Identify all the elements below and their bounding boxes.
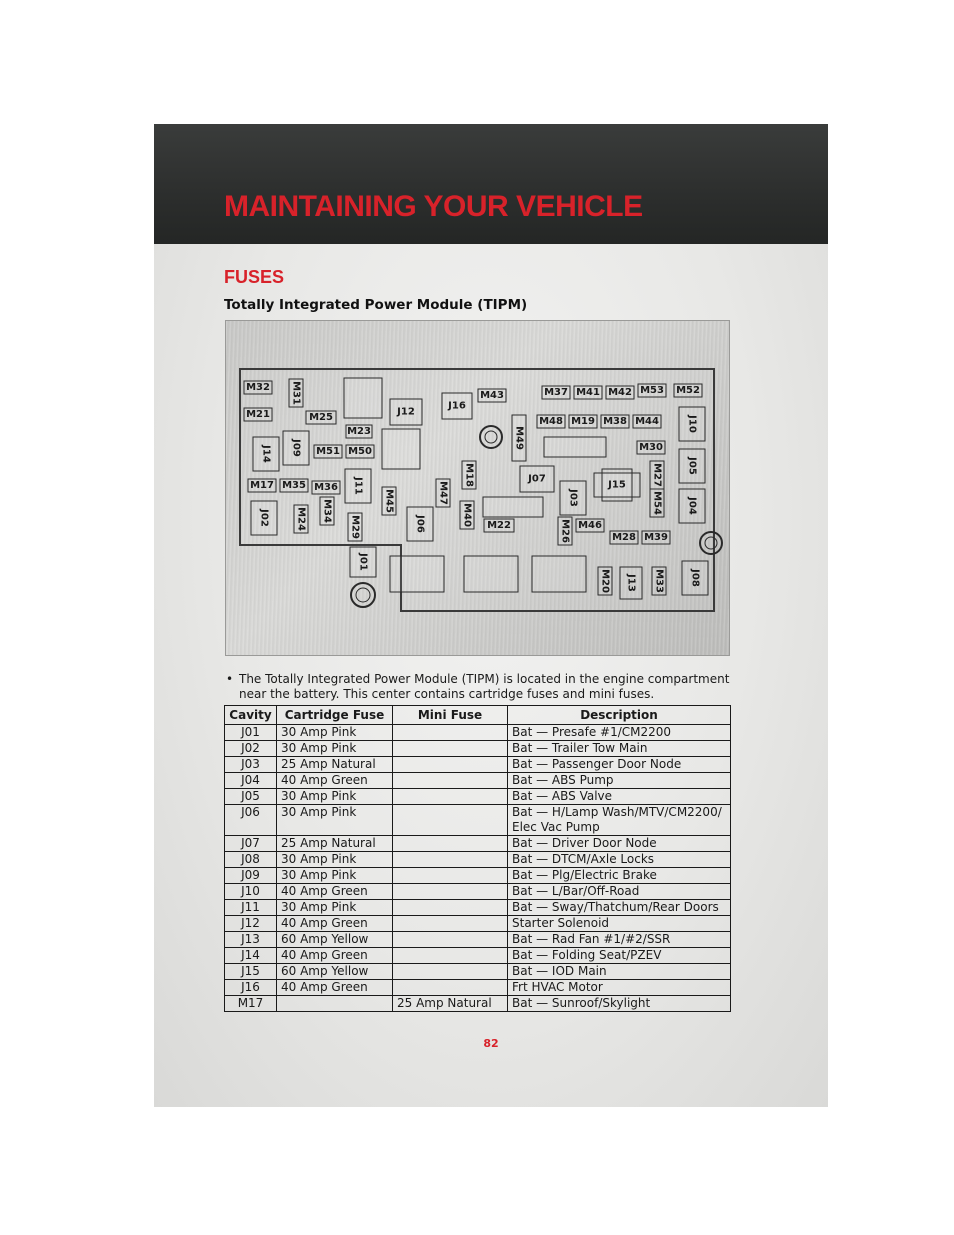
cartridge-fuse-cell: 30 Amp Pink [277, 852, 393, 868]
fuse-label: M44 [635, 416, 659, 427]
fuse-label: M18 [463, 463, 475, 487]
description-cell: Bat — Passenger Door Node [508, 757, 731, 773]
table-row [225, 996, 731, 1012]
fuse-label: M25 [309, 412, 333, 423]
mount-hole [351, 583, 375, 607]
fuse-label: J05 [686, 457, 698, 475]
fuse-label: M51 [316, 446, 340, 457]
description-cell: Bat — Sway/Thatchum/Rear Doors [508, 900, 731, 916]
manual-page [154, 124, 828, 1107]
fuse-label: J04 [686, 497, 698, 515]
section-title: FUSES [224, 267, 285, 287]
fuse-label: M50 [348, 446, 372, 457]
description-cell: Bat — ABS Pump [508, 773, 731, 789]
cartridge-fuse-cell: 40 Amp Green [277, 980, 393, 996]
description-cell: Bat — Presafe #1/CM2200 [508, 725, 731, 741]
cartridge-fuse-cell: 25 Amp Natural [277, 757, 393, 773]
description-cell: Bat — Plg/Electric Brake [508, 868, 731, 884]
table-row [225, 725, 731, 741]
relay-block [532, 556, 586, 592]
fuse-label: M41 [576, 387, 600, 398]
fuse-label: M47 [437, 481, 449, 505]
cartridge-fuse-cell: 25 Amp Natural [277, 836, 393, 852]
table-row [225, 836, 731, 852]
table-row [225, 852, 731, 868]
tipm-diagram-svg [226, 321, 729, 655]
relay-block [483, 497, 543, 517]
chapter-title: MAINTAINING YOUR VEHICLE [224, 190, 643, 223]
cartridge-fuse-cell: 30 Amp Pink [277, 789, 393, 805]
fuse-label: J08 [689, 569, 701, 587]
fuse-label: M39 [644, 532, 668, 543]
fuse-label: J10 [686, 415, 698, 433]
description-cell: Bat — ABS Valve [508, 789, 731, 805]
cartridge-fuse-cell: 30 Amp Pink [277, 868, 393, 884]
cartridge-fuse-cell: 40 Amp Green [277, 916, 393, 932]
cartridge-fuse-cell: 30 Amp Pink [277, 725, 393, 741]
fuse-label: M31 [290, 381, 302, 405]
fuse-label: M45 [383, 489, 395, 513]
cartridge-fuse-cell [277, 996, 393, 1012]
cavity-cell: J08 [225, 852, 277, 868]
fuse-label: M28 [612, 532, 636, 543]
table-row [225, 900, 731, 916]
mini-fuse-cell [393, 852, 508, 868]
table-header-row [225, 706, 731, 725]
mini-fuse-cell [393, 932, 508, 948]
fuse-label: M48 [539, 416, 563, 427]
mini-fuse-cell [393, 725, 508, 741]
cavity-cell: J04 [225, 773, 277, 789]
cavity-cell: J16 [225, 980, 277, 996]
cartridge-fuse-cell: 30 Amp Pink [277, 805, 393, 836]
fuse-label: M49 [513, 426, 525, 450]
mount-hole-inner [356, 588, 370, 602]
subsection-title: Totally Integrated Power Module (TIPM) [224, 297, 528, 313]
fuse-label: M21 [246, 409, 270, 420]
cavity-cell: J07 [225, 836, 277, 852]
description-cell: Bat — Trailer Tow Main [508, 741, 731, 757]
cavity-cell: J03 [225, 757, 277, 773]
description-cell: Bat — Sunroof/Skylight [508, 996, 731, 1012]
fuse-label: M23 [347, 426, 371, 437]
fuse-label: J07 [528, 473, 546, 485]
fuse-label: J09 [290, 439, 302, 457]
column-header: Mini Fuse [393, 706, 508, 725]
description-cell: Bat — IOD Main [508, 964, 731, 980]
cartridge-fuse-cell: 40 Amp Green [277, 948, 393, 964]
description-cell: Bat — Rad Fan #1/#2/SSR [508, 932, 731, 948]
fuse-label: M30 [639, 442, 663, 453]
mini-fuse-cell [393, 916, 508, 932]
fuse-label: J12 [397, 406, 415, 418]
cartridge-fuse-cell: 30 Amp Pink [277, 741, 393, 757]
fuse-label: J14 [260, 445, 272, 463]
fuse-label: M29 [349, 515, 361, 539]
mini-fuse-cell [393, 964, 508, 980]
fuse-label: M20 [599, 569, 611, 593]
description-cell: Bat — Folding Seat/PZEV [508, 948, 731, 964]
cavity-cell: J01 [225, 725, 277, 741]
cavity-cell: J09 [225, 868, 277, 884]
relay-block [382, 429, 420, 469]
table-row [225, 964, 731, 980]
mini-fuse-cell [393, 805, 508, 836]
fuse-label: M19 [571, 416, 595, 427]
fuse-label: M24 [295, 507, 307, 531]
fuse-label: J06 [414, 515, 426, 533]
fuse-label: M52 [676, 385, 700, 396]
fuse-label: M54 [651, 491, 663, 515]
table-row [225, 773, 731, 789]
relay-block [344, 378, 382, 418]
cavity-cell: J15 [225, 964, 277, 980]
bullet-symbol: • [226, 672, 234, 686]
mini-fuse-cell [393, 980, 508, 996]
cavity-cell: J14 [225, 948, 277, 964]
fuse-label: M35 [282, 480, 306, 491]
fuse-label: M34 [321, 499, 333, 523]
relay-block [390, 556, 444, 592]
table-row [225, 741, 731, 757]
cartridge-fuse-cell: 40 Amp Green [277, 884, 393, 900]
table-row [225, 916, 731, 932]
mini-fuse-cell [393, 948, 508, 964]
mini-fuse-cell [393, 868, 508, 884]
bullet-note [224, 672, 730, 702]
relay-block [464, 556, 518, 592]
fuse-label: M53 [640, 385, 664, 396]
relay-block [544, 437, 606, 457]
cartridge-fuse-cell: 60 Amp Yellow [277, 932, 393, 948]
cavity-cell: J13 [225, 932, 277, 948]
cavity-cell: J06 [225, 805, 277, 836]
cartridge-fuse-cell: 40 Amp Green [277, 773, 393, 789]
fuse-label: M38 [603, 416, 627, 427]
fuse-label: M32 [246, 382, 270, 393]
column-header: Description [508, 706, 731, 725]
description-cell: Starter Solenoid [508, 916, 731, 932]
mini-fuse-cell [393, 836, 508, 852]
cavity-cell: M17 [225, 996, 277, 1012]
mini-fuse-cell: 25 Amp Natural [393, 996, 508, 1012]
table-row [225, 884, 731, 900]
fuse-label: J01 [357, 553, 369, 571]
cavity-cell: J11 [225, 900, 277, 916]
mini-fuse-cell [393, 741, 508, 757]
fuse-label: M27 [651, 463, 663, 487]
mini-fuse-cell [393, 884, 508, 900]
table-row [225, 868, 731, 884]
table-row [225, 932, 731, 948]
table-row [225, 805, 731, 836]
fuse-label: J13 [625, 574, 637, 592]
fuse-label: M36 [314, 482, 338, 493]
cavity-cell: J12 [225, 916, 277, 932]
fuse-label: M26 [559, 519, 571, 543]
mini-fuse-cell [393, 757, 508, 773]
column-header: Cavity [225, 706, 277, 725]
mini-fuse-cell [393, 900, 508, 916]
cavity-cell: J10 [225, 884, 277, 900]
description-cell: Bat — H/Lamp Wash/MTV/CM2200/ Elec Vac Pump [508, 805, 731, 836]
cartridge-fuse-cell: 30 Amp Pink [277, 900, 393, 916]
chapter-header [154, 124, 828, 244]
fuse-label: M37 [544, 387, 568, 398]
tipm-fuse-diagram [225, 320, 730, 656]
table-row [225, 789, 731, 805]
mini-fuse-cell [393, 773, 508, 789]
fuse-label: J11 [352, 477, 364, 495]
fuse-label: J15 [608, 479, 626, 491]
column-header: Cartridge Fuse [277, 706, 393, 725]
fuse-table [224, 705, 731, 1012]
mini-fuse-cell [393, 789, 508, 805]
table-row [225, 757, 731, 773]
cartridge-fuse-cell: 60 Amp Yellow [277, 964, 393, 980]
description-cell: Bat — DTCM/Axle Locks [508, 852, 731, 868]
cavity-cell: J05 [225, 789, 277, 805]
description-cell: Frt HVAC Motor [508, 980, 731, 996]
fuse-label: M40 [461, 503, 473, 527]
bullet-text: The Totally Integrated Power Module (TIPM) is located in the engine compartment near the battery. This center contains cartridge fuses and mini fuses. [239, 672, 730, 701]
fuse-label: J03 [567, 489, 579, 507]
fuse-label: M43 [480, 390, 504, 401]
fuse-label: M33 [653, 569, 665, 593]
fuse-label: M17 [250, 480, 274, 491]
page-number: 82 [483, 1037, 499, 1050]
table-row [225, 980, 731, 996]
fuse-label: M22 [487, 520, 511, 531]
fuse-label: M46 [578, 520, 602, 531]
table-row [225, 948, 731, 964]
fuse-label: J16 [448, 400, 466, 412]
fuse-label: J02 [258, 509, 270, 527]
cavity-cell: J02 [225, 741, 277, 757]
fuse-label: M42 [608, 387, 632, 398]
description-cell: Bat — L/Bar/Off-Road [508, 884, 731, 900]
description-cell: Bat — Driver Door Node [508, 836, 731, 852]
